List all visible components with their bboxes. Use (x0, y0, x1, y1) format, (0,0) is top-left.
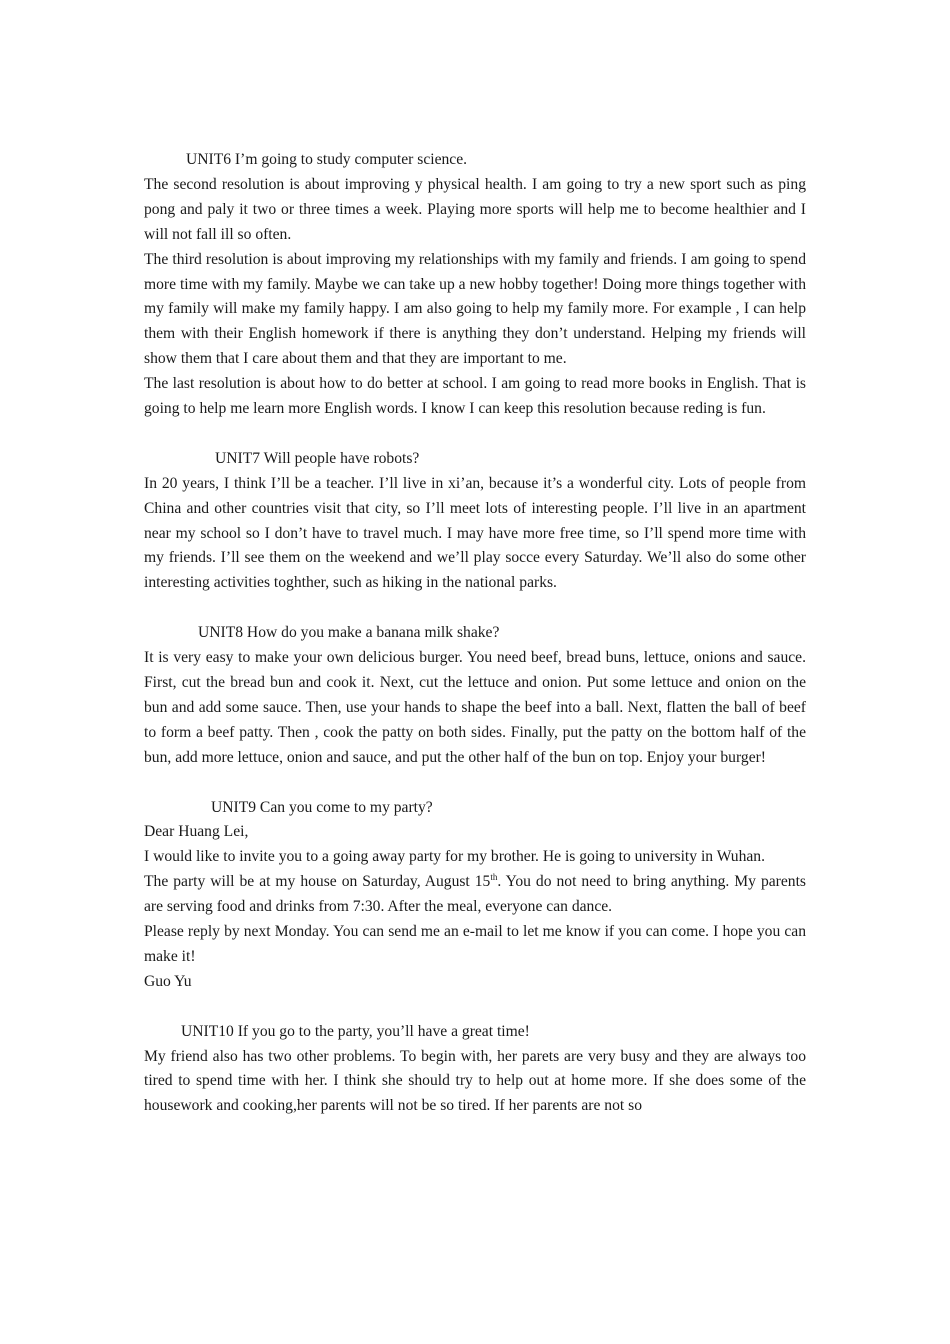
unit10-heading: UNIT10 If you go to the party, you’ll have a great time! (181, 1022, 530, 1040)
letter-paragraph-1: I would like to invite you to a going away party for my brother. He is going to university in Wuhan. (144, 848, 766, 866)
unit10-paragraph-1: My friend also has two other problems. To begin with, her parets are very busy and they are always too tired to spend time with her. I think she should try to help out at home more. If she does some of the housework and cooking,her parents will not be so tired. If her parents are not so (144, 1047, 806, 1115)
unit9-section (144, 796, 806, 995)
section-spacer (144, 596, 806, 621)
letter-paragraph-2-end: . You do not need to bring anything. My parents are serving food and drinks from 7:30. After the meal, everyone can dance. (144, 873, 806, 916)
section-spacer (144, 771, 806, 796)
unit7-heading: UNIT7 Will people have robots? (215, 449, 420, 467)
unit9-heading: UNIT9 Can you come to my party? (211, 798, 433, 816)
unit6-heading: UNIT6 I’m going to study computer science. (186, 151, 468, 168)
unit10-section (144, 1020, 806, 1120)
letter-paragraph-2-start: The party will be at my house on Saturday, August 15 (144, 873, 491, 891)
letter-paragraph-2 (144, 870, 806, 920)
letter-signature: Guo Yu (144, 972, 192, 990)
unit8-heading: UNIT8 How do you make a banana milk shake? (198, 624, 500, 642)
section-spacer (144, 995, 806, 1020)
letter-greeting: Dear Huang Lei, (144, 823, 249, 841)
letter-paragraph-3: Please reply by next Monday. You can send me an e-mail to let me know if you can come. I hope you can make it! (144, 923, 806, 965)
unit7-section (144, 447, 806, 596)
document-page (144, 148, 806, 1119)
ordinal-suffix: th (490, 872, 498, 883)
unit6-paragraph-2: The third resolution is about improving my relationships with my family and friends. I am going to spend more time with my family. Maybe we can take up a new hobby together! Doing more things together with my family will make my family happy. I am also going to help my family more. For example , I can help them with their English homework if there is anything they don’t understand. Helping my friends will show them that I care about them and that they are important to me. (144, 250, 806, 368)
unit8-paragraph-1: It is very easy to make your own delicious burger. You need beef, bread buns, lettuce, onions and sauce. First, cut the bread bun and cook it. Next, cut the lettuce and onion. Put some lettuce and onion on the bun and add some sauce. Then, use your hands to shape the beef into a ball. Next, flatten the ball of beef to form a beef patty. Then , cook the patty on both sides. Finally, put the patty on the bottom half of the bun, add more lettuce, onion and sauce, and put the other half of the bun on top. Enjoy your burger! (144, 649, 806, 766)
unit6-paragraph-1: The second resolution is about improving y physical health. I am going to try a new sport such as ping pong and paly it two or three times a week. Playing more sports will help me to become healthier and I will not fall ill so often. (144, 175, 806, 243)
unit7-paragraph-1: In 20 years, I think I’ll be a teacher. I’ll live in xi’an, because it’s a wonderful city. Lots of people from China and other countries visit that city, so I’ll meet lots of interesting people. I’ll live in an apartment near my school so I don’t have to travel much. I may have more free time, so I’ll spend more time with my friends. I’ll see them on the weekend and we’ll play socce every Saturday. We’ll also do some other interesting activities toghther, such as hiking in the national parks. (144, 474, 806, 592)
unit6-paragraph-3: The last resolution is about how to do better at school. I am going to read more books in English. That is going to help me learn more English words. I know I can keep this resolution because reding is fun. (144, 375, 806, 418)
unit8-section (144, 621, 806, 770)
section-spacer (144, 422, 806, 447)
unit6-section (144, 148, 806, 422)
